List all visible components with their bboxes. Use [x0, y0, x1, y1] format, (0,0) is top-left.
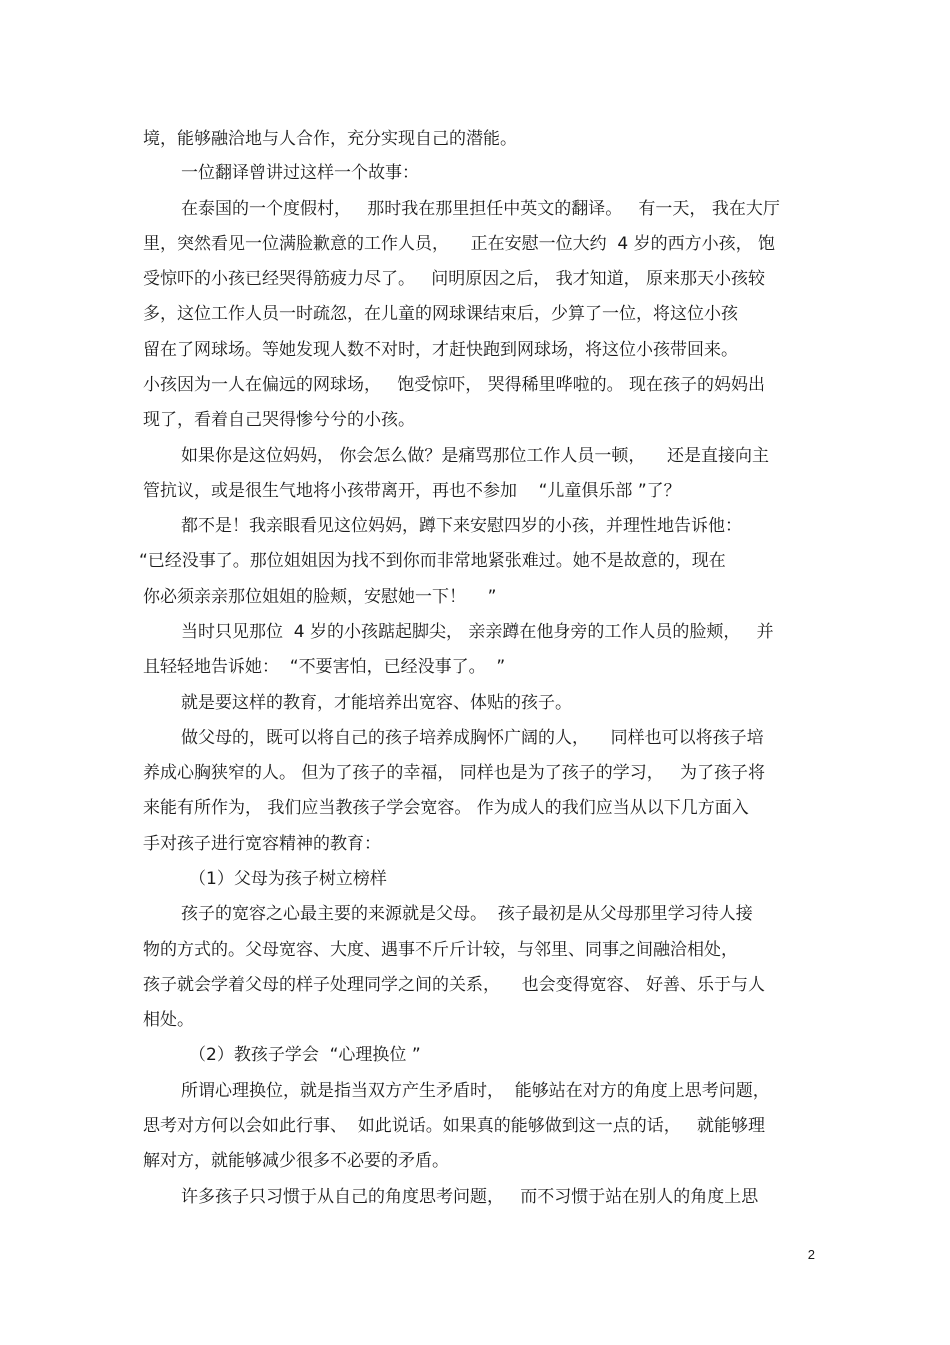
text-line: 养成心胸狭窄的人。 但为了孩子的幸福， 同样也是为了孩子的学习， 为了孩子将	[143, 763, 766, 783]
text-line: 许多孩子只习惯于从自己的角度思考问题， 而不习惯于站在别人的角度上思	[181, 1187, 759, 1207]
text-line: 做父母的，既可以将自己的孩子培养成胸怀广阔的人， 同样也可以将孩子培	[181, 728, 764, 748]
text-line: 现了，看着自己哭得惨兮兮的小孩。	[143, 410, 415, 430]
text-line: 所谓心理换位，就是指当双方产生矛盾时， 能够站在对方的角度上思考问题，	[181, 1081, 770, 1101]
text-line: 境，能够融洽地与人合作，充分实现自己的潜能。	[143, 129, 517, 149]
text-line: 思考对方何以会如此行事、 如此说话。如果真的能够做到这一点的话， 就能够理	[143, 1116, 766, 1136]
text-line: 管抗议，或是很生气地将小孩带离开，再也不参加 “儿童俱乐部 ”了？	[143, 481, 681, 501]
text-line: “已经没事了。那位姐姐因为找不到你而非常地紧张难过。她不是故意的，现在	[139, 551, 726, 571]
section-heading: （2）教孩子学会 “心理换位 ”	[189, 1045, 421, 1065]
text-line: 留在了网球场。等她发现人数不对时，才赶快跑到网球场，将这位小孩带回来。	[143, 340, 738, 360]
text-line: 就是要这样的教育，才能培养出宽容、体贴的孩子。	[181, 693, 572, 713]
text-line: 手对孩子进行宽容精神的教育：	[143, 834, 381, 854]
text-line: 里，突然看见一位满脸歉意的工作人员， 正在安慰一位大约 4 岁的西方小孩， 饱	[143, 234, 776, 254]
text-line: 孩子就会学着父母的样子处理同学之间的关系， 也会变得宽容、 好善、乐于与人	[143, 975, 766, 995]
text-line: 孩子的宽容之心最主要的来源就是父母。 孩子最初是从父母那里学习待人接	[181, 904, 753, 924]
text-line: 多，这位工作人员一时疏忽，在儿童的网球课结束后，少算了一位，将这位小孩	[143, 304, 738, 324]
text-line: 如果你是这位妈妈， 你会怎么做？是痛骂那位工作人员一顿， 还是直接向主	[181, 446, 770, 466]
text-line: 在泰国的一个度假村， 那时我在那里担任中英文的翻译。 有一天， 我在大厅	[181, 199, 780, 219]
text-line: 你必须亲亲那位姐姐的脸颊，安慰她一下！ ”	[143, 587, 497, 607]
text-line: 受惊吓的小孩已经哭得筋疲力尽了。 问明原因之后， 我才知道， 原来那天小孩较	[143, 269, 766, 289]
section-heading: （1）父母为孩子树立榜样	[189, 869, 387, 889]
text-line: 一位翻译曾讲过这样一个故事：	[181, 163, 419, 183]
text-line: 相处。	[143, 1010, 194, 1030]
text-line: 都不是！我亲眼看见这位妈妈，蹲下来安慰四岁的小孩，并理性地告诉他：	[181, 516, 742, 536]
text-line: 解对方，就能够减少很多不必要的矛盾。	[143, 1151, 449, 1171]
text-line: 小孩因为一人在偏远的网球场， 饱受惊吓， 哭得稀里哗啦的。 现在孩子的妈妈出	[143, 375, 766, 395]
text-line: 来能有所作为， 我们应当教孩子学会宽容。 作为成人的我们应当从以下几方面入	[143, 798, 749, 818]
page-number: 2	[807, 1247, 815, 1262]
text-line: 物的方式的。父母宽容、大度、遇事不斤斤计较，与邻里、同事之间融洽相处，	[143, 940, 738, 960]
text-line: 当时只见那位 4 岁的小孩踮起脚尖， 亲亲蹲在他身旁的工作人员的脸颊， 并	[181, 622, 774, 642]
text-line: 且轻轻地告诉她： “不要害怕，已经没事了。 ”	[143, 657, 506, 677]
